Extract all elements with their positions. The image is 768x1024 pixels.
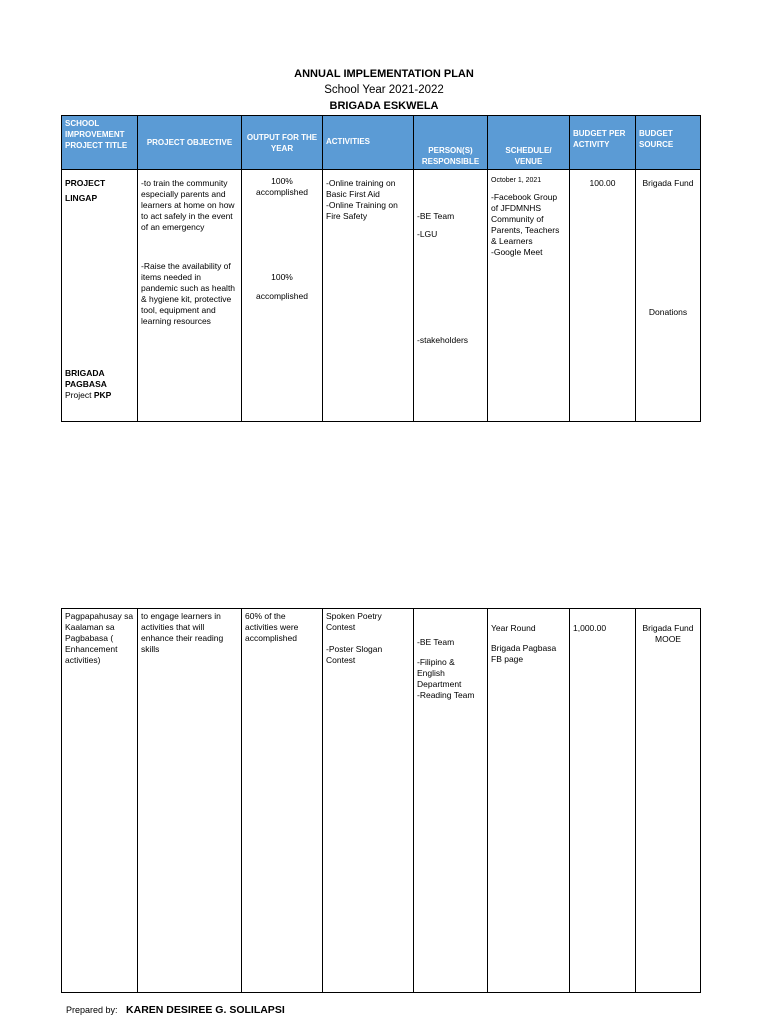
- project-title-line: BRIGADA PAGBASA: [65, 368, 107, 389]
- table-row: [62, 609, 701, 993]
- program-name: BRIGADA ESKWELA: [329, 100, 439, 112]
- budget-cell: 1,000.00: [570, 609, 636, 993]
- col-header-schedule: SCHEDULE/ VENUE: [488, 116, 570, 170]
- activity-text: -Poster Slogan Contest: [326, 644, 383, 665]
- activities-cell: [323, 609, 414, 993]
- objective-cell: [138, 170, 242, 422]
- source-text: MOOE: [655, 634, 681, 644]
- person-text: -BE Team: [417, 637, 455, 647]
- col-header-persons: PERSON(S) RESPONSIBLE: [414, 116, 488, 170]
- project-title-line: Project: [65, 390, 94, 400]
- source-cell: [636, 170, 701, 422]
- person-text: -BE Team: [417, 211, 455, 221]
- person-text: -Filipino & English Department: [417, 657, 462, 689]
- person-text: -Reading Team: [417, 690, 475, 700]
- project-title-line: PKP: [93, 390, 112, 400]
- activities-cell: [323, 170, 414, 422]
- budget-cell: 100.00: [570, 170, 636, 422]
- table-header-row: [62, 116, 701, 170]
- prepared-by: [66, 1004, 285, 1016]
- table-row: [62, 170, 701, 422]
- output-text: 100%: [271, 272, 293, 282]
- col-header-source: BUDGET SOURCE: [636, 116, 701, 170]
- preparer-name: KAREN DESIREE G. SOLILAPSI: [126, 1004, 285, 1016]
- source-text: Brigada Fund: [642, 623, 694, 633]
- col-header-budget: BUDGET PER ACTIVITY: [570, 116, 636, 170]
- source-cell: [636, 609, 701, 993]
- persons-cell: [414, 609, 488, 993]
- schedule-date: October 1, 2021: [491, 177, 542, 184]
- col-header-project-title: SCHOOL IMPROVEMENT PROJECT TITLE: [62, 116, 138, 170]
- persons-cell: [414, 170, 488, 422]
- output-cell: 60% of the activities were accomplished: [242, 609, 323, 993]
- implementation-plan-table: [61, 115, 701, 422]
- schedule-venue: -Google Meet: [491, 247, 543, 257]
- activity-text: Spoken Poetry Contest: [326, 611, 382, 632]
- project-title-cell: Pagpapahusay sa Kaalaman sa Pagbabasa ( Enhancement activities): [62, 609, 138, 993]
- source-text: Brigada Fund: [642, 178, 694, 188]
- document-title: ANNUAL IMPLEMENTATION PLAN: [294, 68, 474, 80]
- project-title-line: LINGAP: [65, 193, 98, 203]
- schedule-text: Year Round: [491, 623, 536, 633]
- project-title-cell: [62, 170, 138, 422]
- person-text: -stakeholders: [417, 335, 469, 345]
- implementation-plan-table-continued: [61, 608, 701, 993]
- output-text: 100% accomplished: [256, 176, 308, 197]
- output-text: accomplished: [256, 291, 308, 301]
- activity-text: -Online Training on Fire Safety: [326, 200, 398, 221]
- col-header-activities: ACTIVITIES: [323, 116, 414, 170]
- schedule-cell: [488, 609, 570, 993]
- col-header-output: OUTPUT FOR THE YEAR: [242, 116, 323, 170]
- objective-cell: to engage learners in activities that will enhance their reading skills: [138, 609, 242, 993]
- objective-text: -Raise the availability of items needed in pandemic such as health & hygiene kit, protective tool, equipment and learning resources: [141, 261, 236, 326]
- schedule-text: Brigada Pagbasa FB page: [491, 643, 557, 664]
- schedule-cell: [488, 170, 570, 422]
- col-header-objective: PROJECT OBJECTIVE: [138, 116, 242, 170]
- source-text: Donations: [648, 307, 688, 317]
- activity-text: -Online training on Basic First Aid: [326, 178, 396, 199]
- schedule-venue: -Facebook Group of JFDMNHS Community of Parents, Teachers & Learners: [491, 192, 560, 246]
- objective-text: -to train the community especially parents and learners at home on how to act safely in the event of an emergency: [141, 178, 235, 232]
- output-cell: [242, 170, 323, 422]
- school-year: School Year 2021-2022: [324, 84, 444, 96]
- prepared-by-label: Prepared by:: [66, 1005, 118, 1015]
- project-title-line: PROJECT: [65, 178, 106, 188]
- person-text: -LGU: [417, 229, 438, 239]
